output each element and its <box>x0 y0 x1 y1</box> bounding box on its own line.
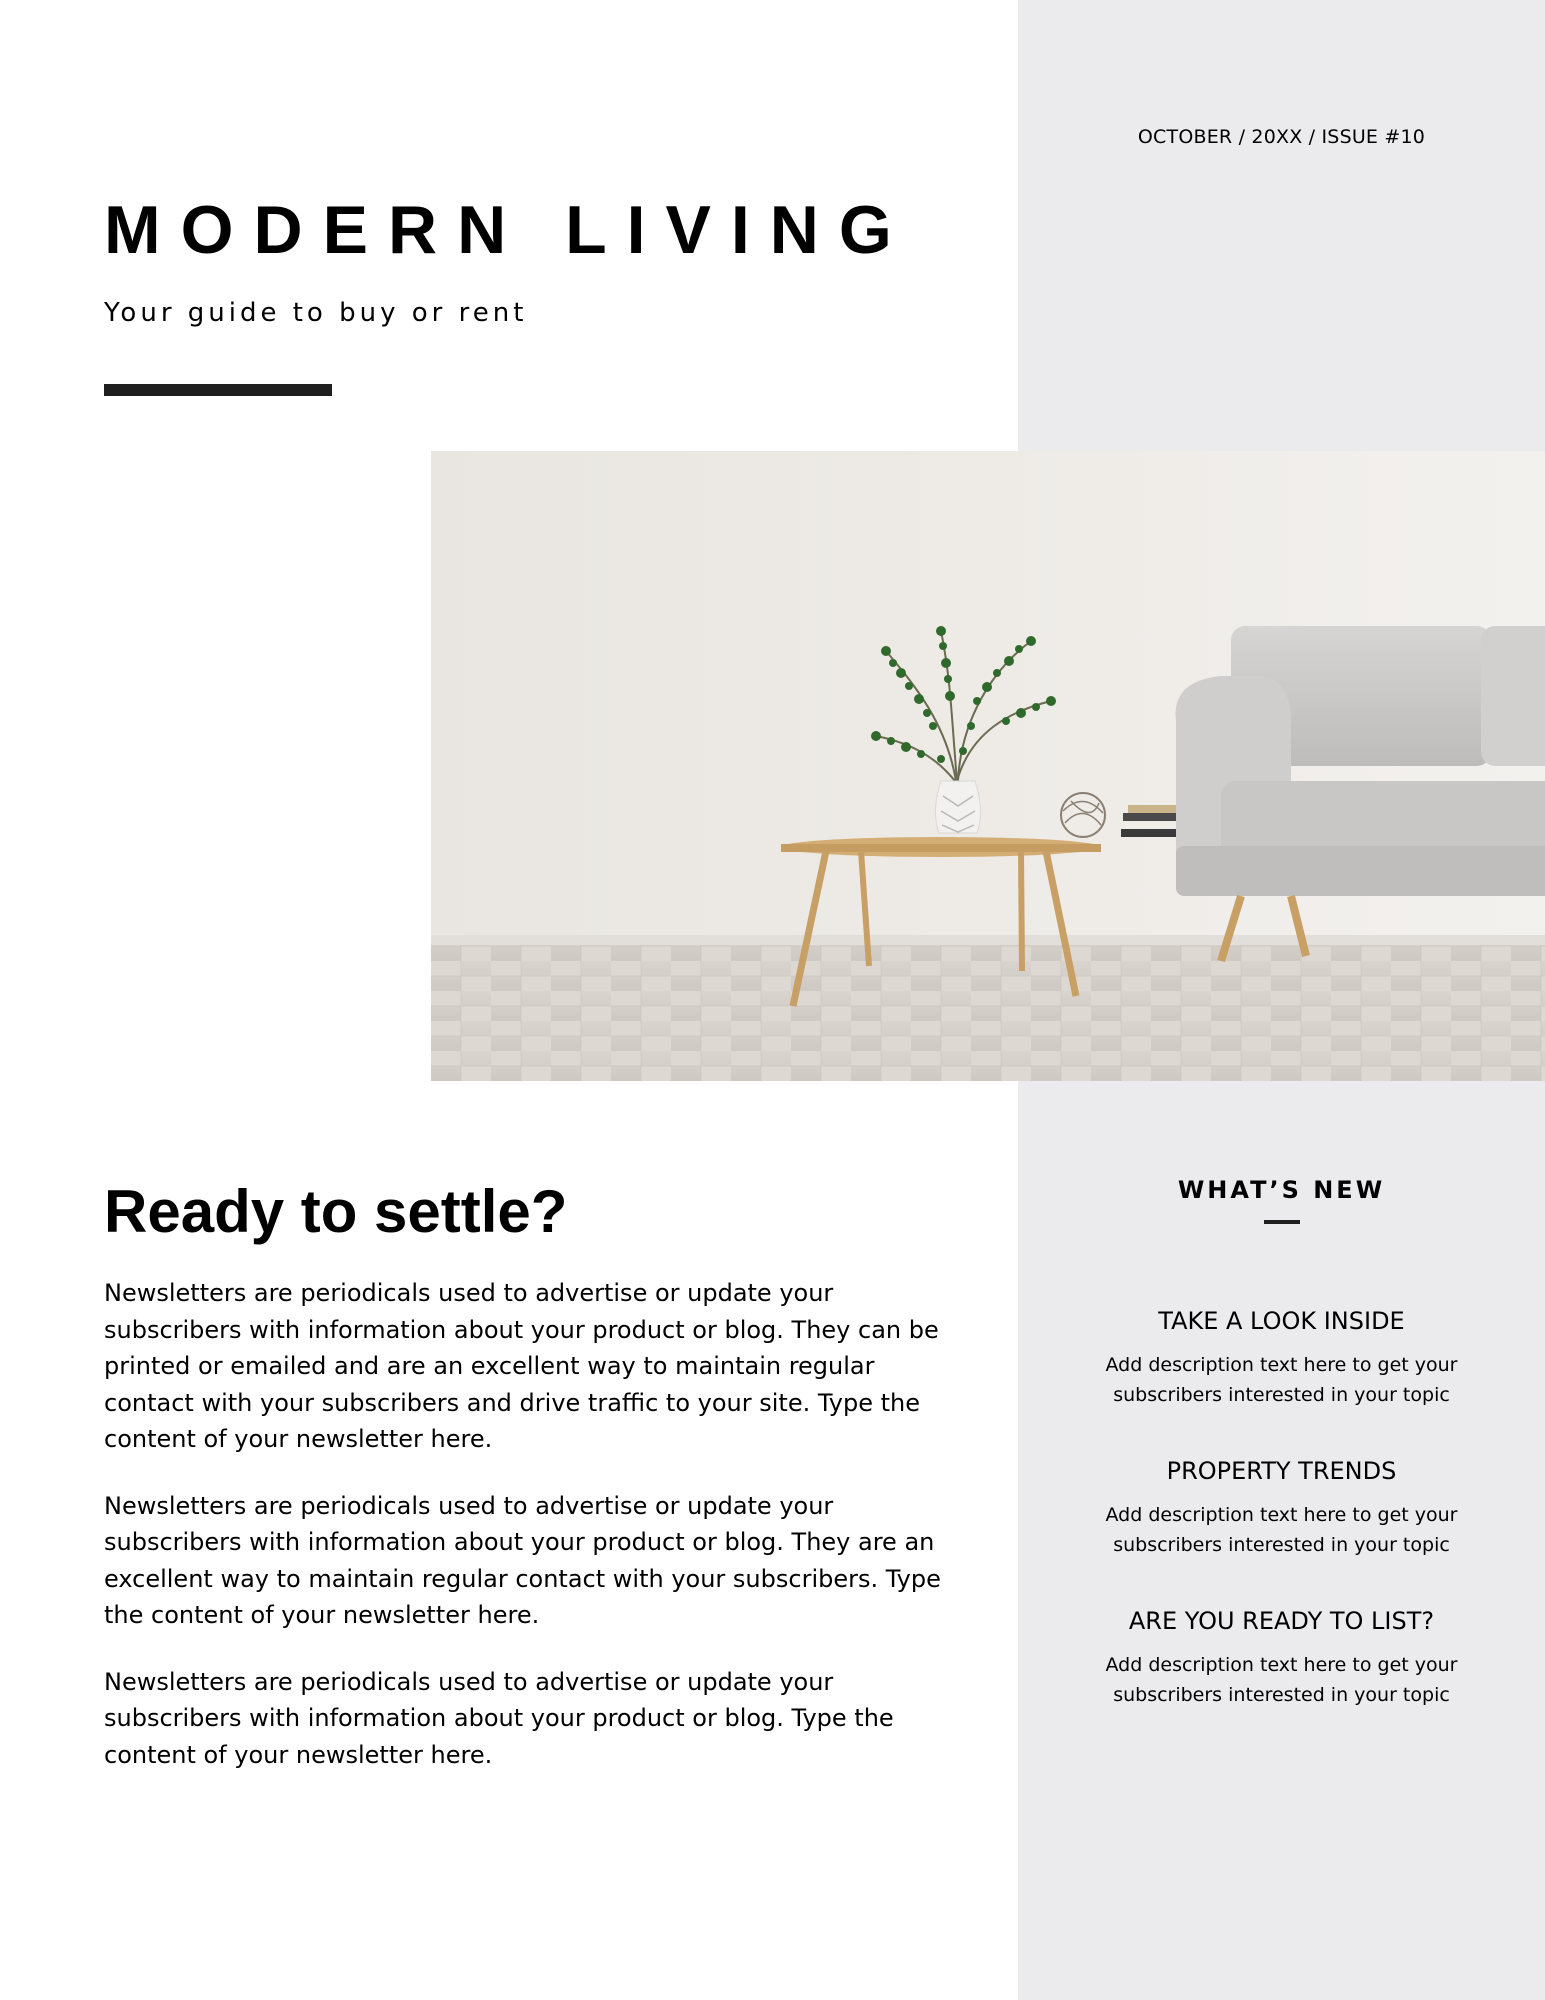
article-paragraph: Newsletters are periodicals used to advertise or update your subscribers with information about your product or blog. They can be printed or emailed and are an excellent way to maintain regular contact with your subscribers and drive traffic to your site. Type the content of your newsletter here. <box>104 1279 939 1453</box>
title-accent-rule <box>104 384 332 396</box>
newsletter-title: MODERN LIVING <box>104 192 912 268</box>
news-item-description: Add description text here to get your subscribers interested in your topic <box>1105 1504 1458 1556</box>
news-item-description: Add description text here to get your subscribers interested in your topic <box>1105 1654 1458 1706</box>
newsletter-subtitle: Your guide to buy or rent <box>104 298 528 328</box>
news-item <box>1018 1454 1545 1560</box>
article-body <box>104 1275 964 1803</box>
news-item-title: TAKE A LOOK INSIDE <box>1158 1307 1405 1335</box>
whats-new-heading: WHAT’S NEW <box>1177 1176 1386 1204</box>
whats-new-accent-rule <box>1264 1220 1300 1224</box>
whats-new-section <box>1018 1172 1545 1754</box>
news-item-title: ARE YOU READY TO LIST? <box>1128 1607 1435 1635</box>
article-paragraph: Newsletters are periodicals used to advertise or update your subscribers with information about your product or blog. They are an excellent way to maintain regular contact with your subscribers. Type the content of your newsletter here. <box>104 1491 941 1629</box>
living-room-illustration <box>431 451 1545 1081</box>
news-item <box>1018 1304 1545 1410</box>
news-item <box>1018 1604 1545 1710</box>
hero-image <box>431 451 1545 1081</box>
issue-date-line: OCTOBER / 20XX / ISSUE #10 <box>1137 126 1426 148</box>
news-list <box>1018 1304 1545 1710</box>
article-paragraph: Newsletters are periodicals used to advertise or update your subscribers with information about your product or blog. Type the content of your newsletter here. <box>104 1667 894 1769</box>
article-heading: Ready to settle? <box>104 1178 568 1245</box>
news-item-description: Add description text here to get your subscribers interested in your topic <box>1105 1354 1458 1406</box>
floor <box>431 945 1545 1081</box>
news-item-title: PROPERTY TRENDS <box>1166 1457 1397 1485</box>
